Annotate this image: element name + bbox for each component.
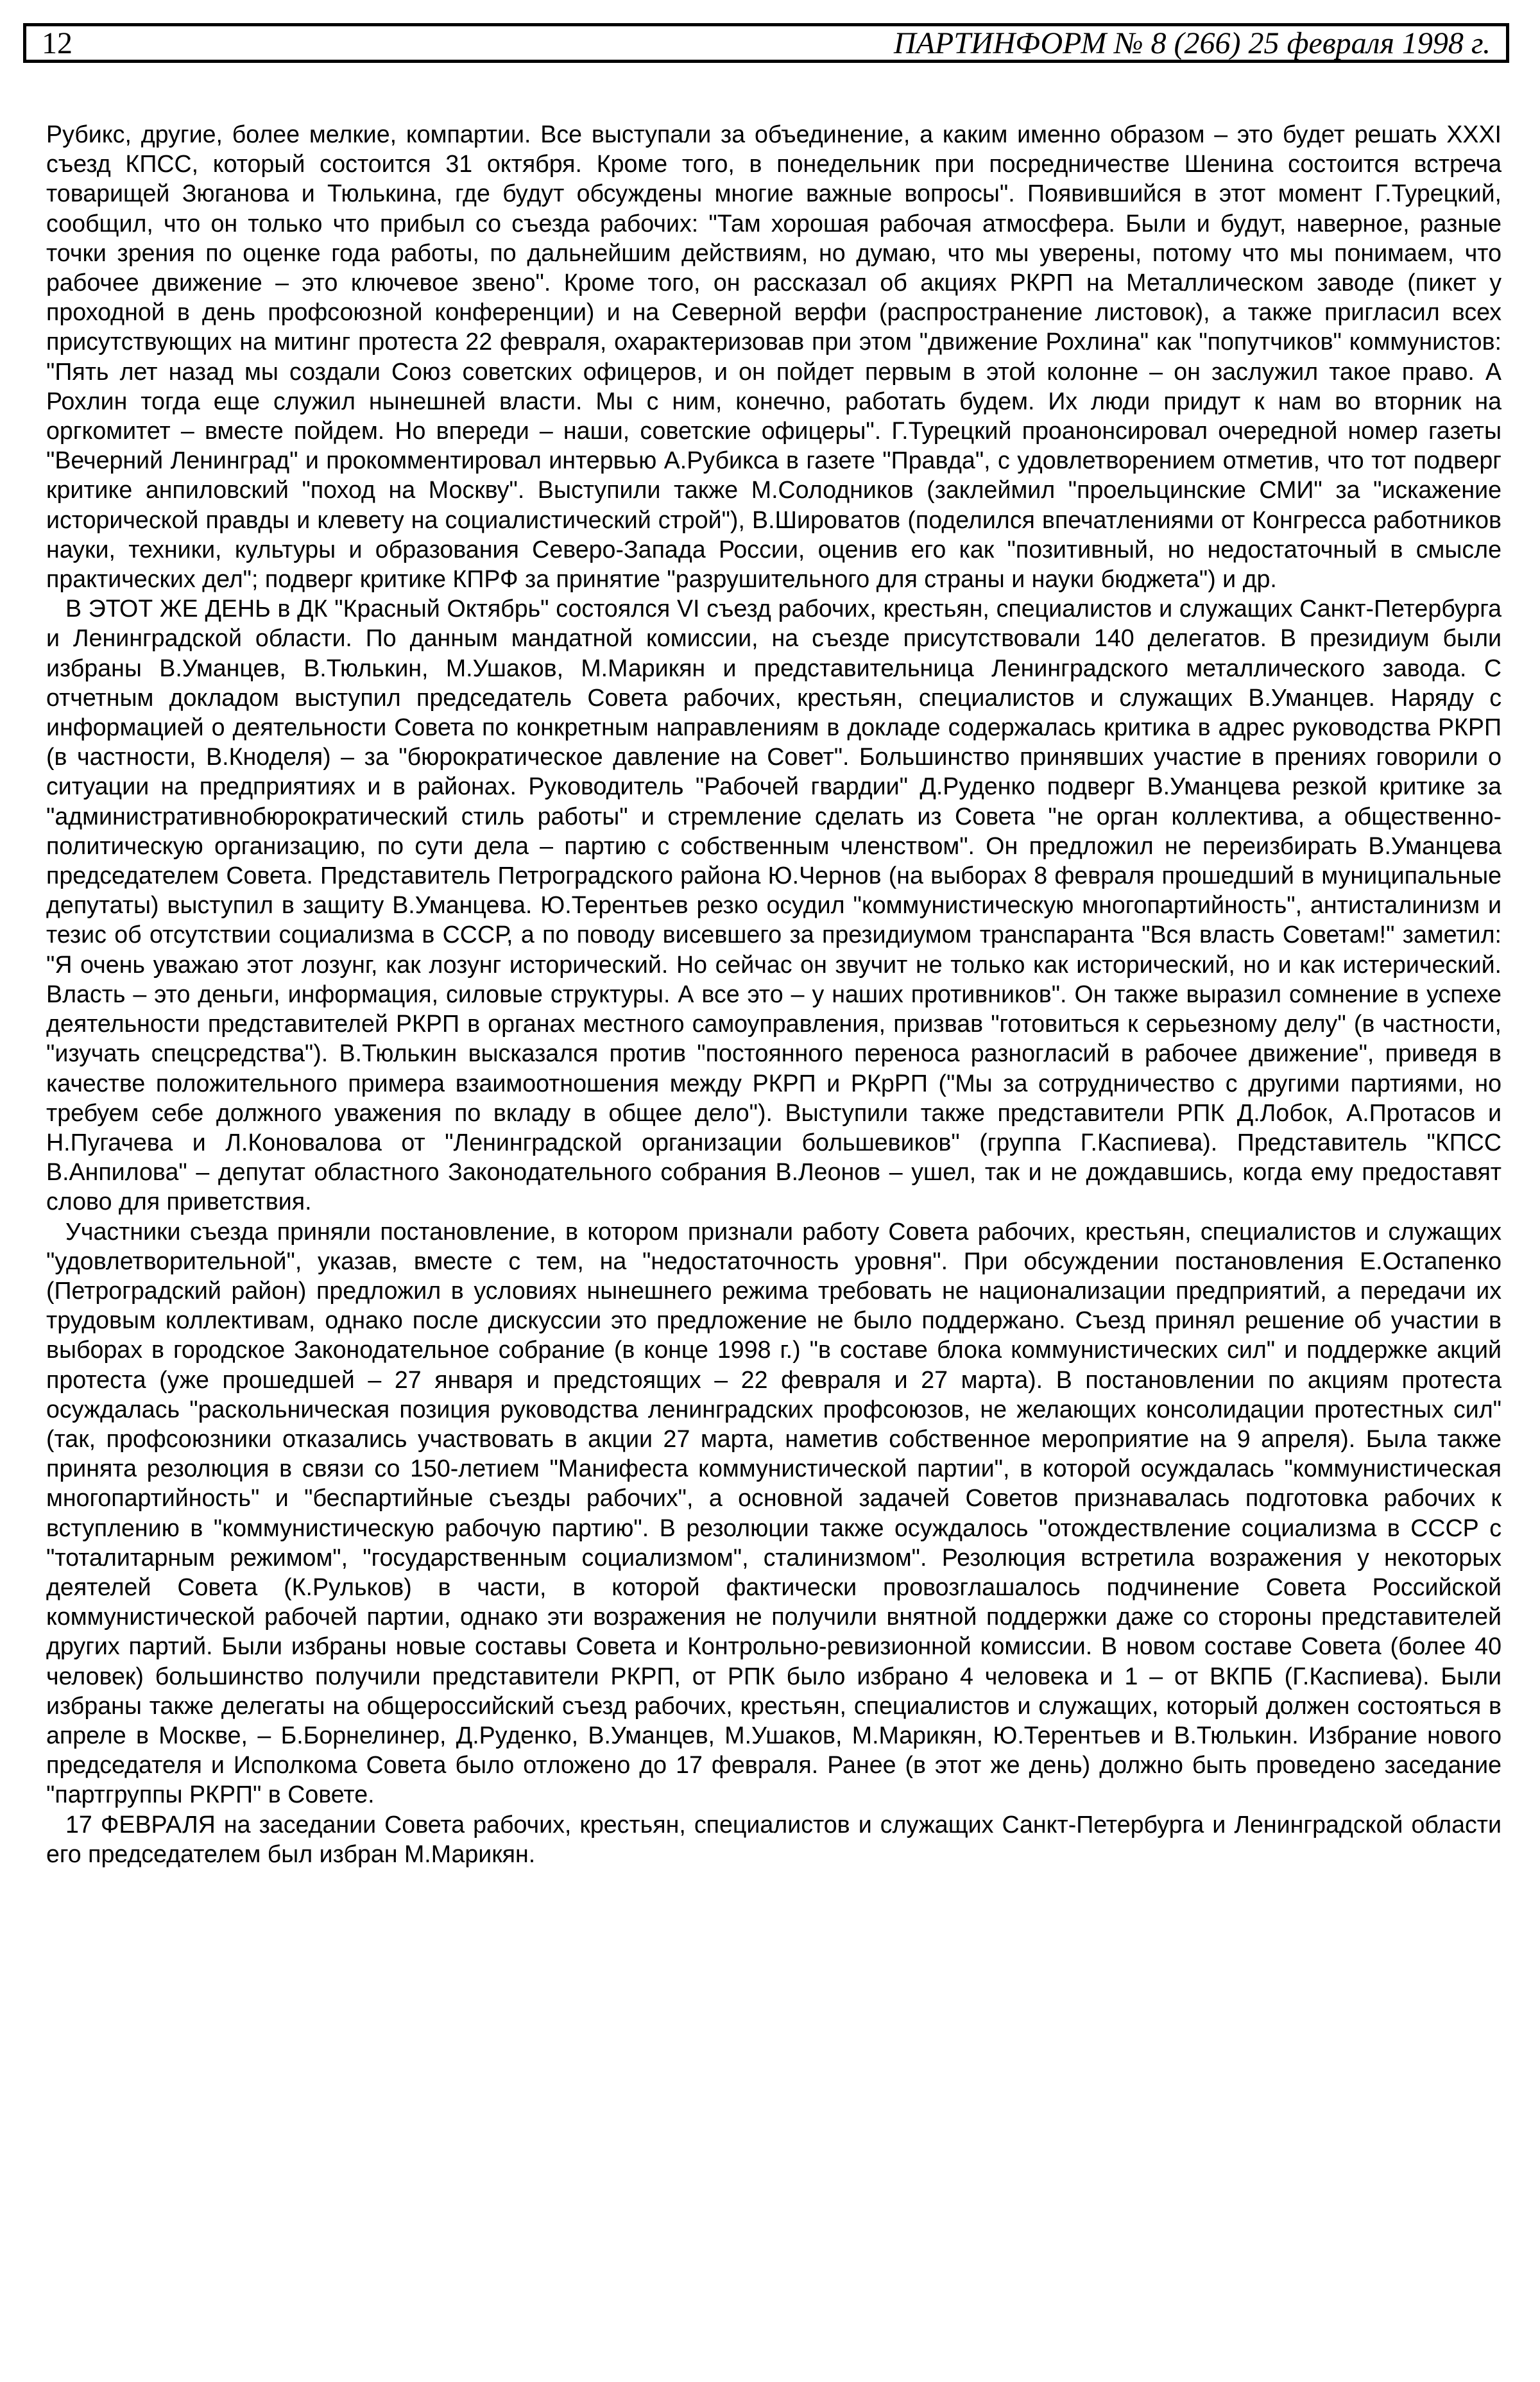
article-paragraph: Участники съезда приняли постановление, в котором признали работу Совета рабочих, крестьян, специалистов и служащих "удовлетворительной", указав, вместе с тем, на "недостаточность уровня". При обсуждении постановления Е.Остапенко (Петроградский район) предложил в условиях нынешнего режима требовать не национализации предприятий, а передачи их трудовым коллективам, однако после дискуссии это предложение не было поддержано. Съезд принял решение об участии в выборах в городское Законодательное собрание (в конце 1998 г.) "в составе блока коммунистических сил" и поддержке акций протеста (уже прошедшей – 27 января и предстоящих – 22 февраля и 27 марта). В постановлении по акциям протеста осуждалась "раскольническая позиция руководства ленинградских профсоюзов, не желающих консолидации протестных сил" (так, профсоюзники отказались участвовать в акции 27 марта, наметив собственное мероприятие на 9 апреля). Была также принята резолюция в связи со 150-летием "Манифеста коммунистической партии", в которой осуждалась "коммунистическая многопартийность" и "беспартийные съезды рабочих", а основной задачей Советов признавалась подготовка рабочих к вступлению в "коммунистическую рабочую партию". В резолюции также осуждалось "отождествление социализма в СССР с "тоталитарным режимом", "государственным социализмом", сталинизмом". Резолюция встретила возражения у некоторых деятелей Совета (К.Рульков) в части, в которой фактически провозглашалось подчинение Совета Российской коммунистической рабочей партии, однако эти возражения не получили внятной поддержки даже со стороны представителей других партий. Были избраны новые составы Совета и Контрольно-ревизионной комиссии. В новом составе Совета (более 40 человек) большинство получили представители РКРП, от РПК было избрано 4 человека и 1 – от ВКПБ (Г.Каспиева). Были избраны также делегаты на общероссийский съезд рабочих, крестьян, специалистов и служащих, который должен состояться в апреле в Москве, – Б.Борнелинер, Д.Руденко, В.Уманцев, М.Ушаков, М.Марикян, Ю.Терентьев и В.Тюлькин. Избрание нового председателя и Исполкома Совета было отложено до 17 февраля. Ранее (в этот же день) должно быть проведено заседание "партгруппы РКРП" в Совете. <box>46 1217 1502 1808</box>
page-number: 12 <box>42 26 73 60</box>
article-paragraph: В ЭТОТ ЖЕ ДЕНЬ в ДК "Красный Октябрь" состоялся VI съезд рабочих, крестьян, специалистов и служащих Санкт-Петербурга и Ленинградской области. По данным мандатной комиссии, на съезде присутствовали 140 делегатов. В президиум были избраны В.Уманцев, В.Тюлькин, М.Ушаков, М.Марикян и представительница Ленинградского металлического завода. С отчетным докладом выступил председатель Совета рабочих, крестьян, специалистов и служащих В.Уманцев. Наряду с информацией о деятельности Совета по конкретным направлениям в докладе содержалась критика в адрес руководства РКРП (в частности, В.Кноделя) – за "бюрократическое давление на Совет". Большинство принявших участие в прениях говорили о ситуации на предприятиях и в районах. Руководитель "Рабочей гвардии" Д.Руденко подверг В.Уманцева резкой критике за "административнобюрократический стиль работы" и стремление сделать из Совета "не орган коллектива, а общественно-политическую организацию, по сути дела – партию с собственным членством". Он предложил не переизбирать В.Уманцева председателем Совета. Представитель Петроградского района Ю.Чернов (на выборах 8 февраля прошедший в муниципальные депутаты) выступил в защиту В.Уманцева. Ю.Терентьев резко осудил "коммунистическую многопартийность", антисталинизм и тезис об отсутствии социализма в СССР, а по поводу висевшего за президиумом транспаранта "Вся власть Советам!" заметил: "Я очень уважаю этот лозунг, как лозунг исторический. Но сейчас он звучит не только как исторический, но и как истерический. Власть – это деньги, информация, силовые структуры. А все это – у наших противников". Он также выразил сомнение в успехе деятельности представителей РКРП в органах местного самоуправления, призвав "готовиться к серьезному делу" (в частности, "изучать спецсредства"). В.Тюлькин высказался против "постоянного переноса разногласий в рабочее движение", приведя в качестве положительного примера взаимоотношения между РКРП и РКрРП ("Мы за сотрудничество с другими партиями, но требуем себе должного уважения по вкладу в общее дело"). Выступили также представители РПК Д.Лобок, А.Протасов и Н.Пугачева и Л.Коновалова от "Ленинградской организации большевиков" (группа Г.Каспиева). Представитель "КПСС В.Анпилова" – депутат областного Законодательного собрания В.Леонов – ушел, так и не дождавшись, когда ему предоставят слово для приветствия. <box>46 595 1502 1215</box>
article-body <box>46 119 1502 1869</box>
page-header <box>23 23 1509 63</box>
article-paragraph: 17 ФЕВРАЛЯ на заседании Совета рабочих, крестьян, специалистов и служащих Санкт-Петербурга и Ленинградской области его председателем был избран М.Марикян. <box>46 1810 1502 1867</box>
article-paragraph: Рубикс, другие, более мелкие, компартии. Все выступали за объединение, а каким именно образом – это будет решать XXXI съезд КПСС, который состоится 31 октября. Кроме того, в понедельник при посредничестве Шенина состоится встреча товарищей Зюганова и Тюлькина, где будут обсуждены многие важные вопросы". Появившийся в этот момент Г.Турецкий, сообщил, что он только что прибыл со съезда рабочих: "Там хорошая рабочая атмосфера. Были и будут, наверное, разные точки зрения по оценке года работы, по дальнейшим действиям, но думаю, что мы уверены, потому что мы понимаем, что рабочее движение – это ключевое звено". Кроме того, он рассказал об акциях РКРП на Металлическом заводе (пикет у проходной в день профсоюзной конференции) и на Северной верфи (распространение листовок), а также пригласил всех присутствующих на митинг протеста 22 февраля, охарактеризовав при этом "движение Рохлина" как "попутчиков" коммунистов: "Пять лет назад мы создали Союз советских офицеров, и он пойдет первым в этой колонне – он заслужил такое право. А Рохлин тогда еще служил нынешней власти. Мы с ним, конечно, работать будем. Их люди придут к нам во вторник на оргкомитет – вместе пойдем. Но впереди – наши, советские офицеры". Г.Турецкий проанонсировал очередной номер газеты "Вечерний Ленинград" и прокомментировал интервью А.Рубикса в газете "Правда", с удовлетворением отметив, что тот подверг критике анпиловский "поход на Москву". Выступили также М.Солодников (заклеймил "проельцинские СМИ" за "искажение исторической правды и клевету на социалистический строй"), В.Шировaтов (поделился впечатлениями от Конгресса работников науки, техники, культуры и образования Северо-Запада России, оценив его как "позитивный, но недостаточный в смысле практических дел"; подверг критике КПРФ за принятие "разрушительного для страны и науки бюджета") и др. <box>46 121 1502 593</box>
publication-title: ПАРТИНФОРМ № 8 (266) 25 февраля 1998 г. <box>893 26 1491 60</box>
